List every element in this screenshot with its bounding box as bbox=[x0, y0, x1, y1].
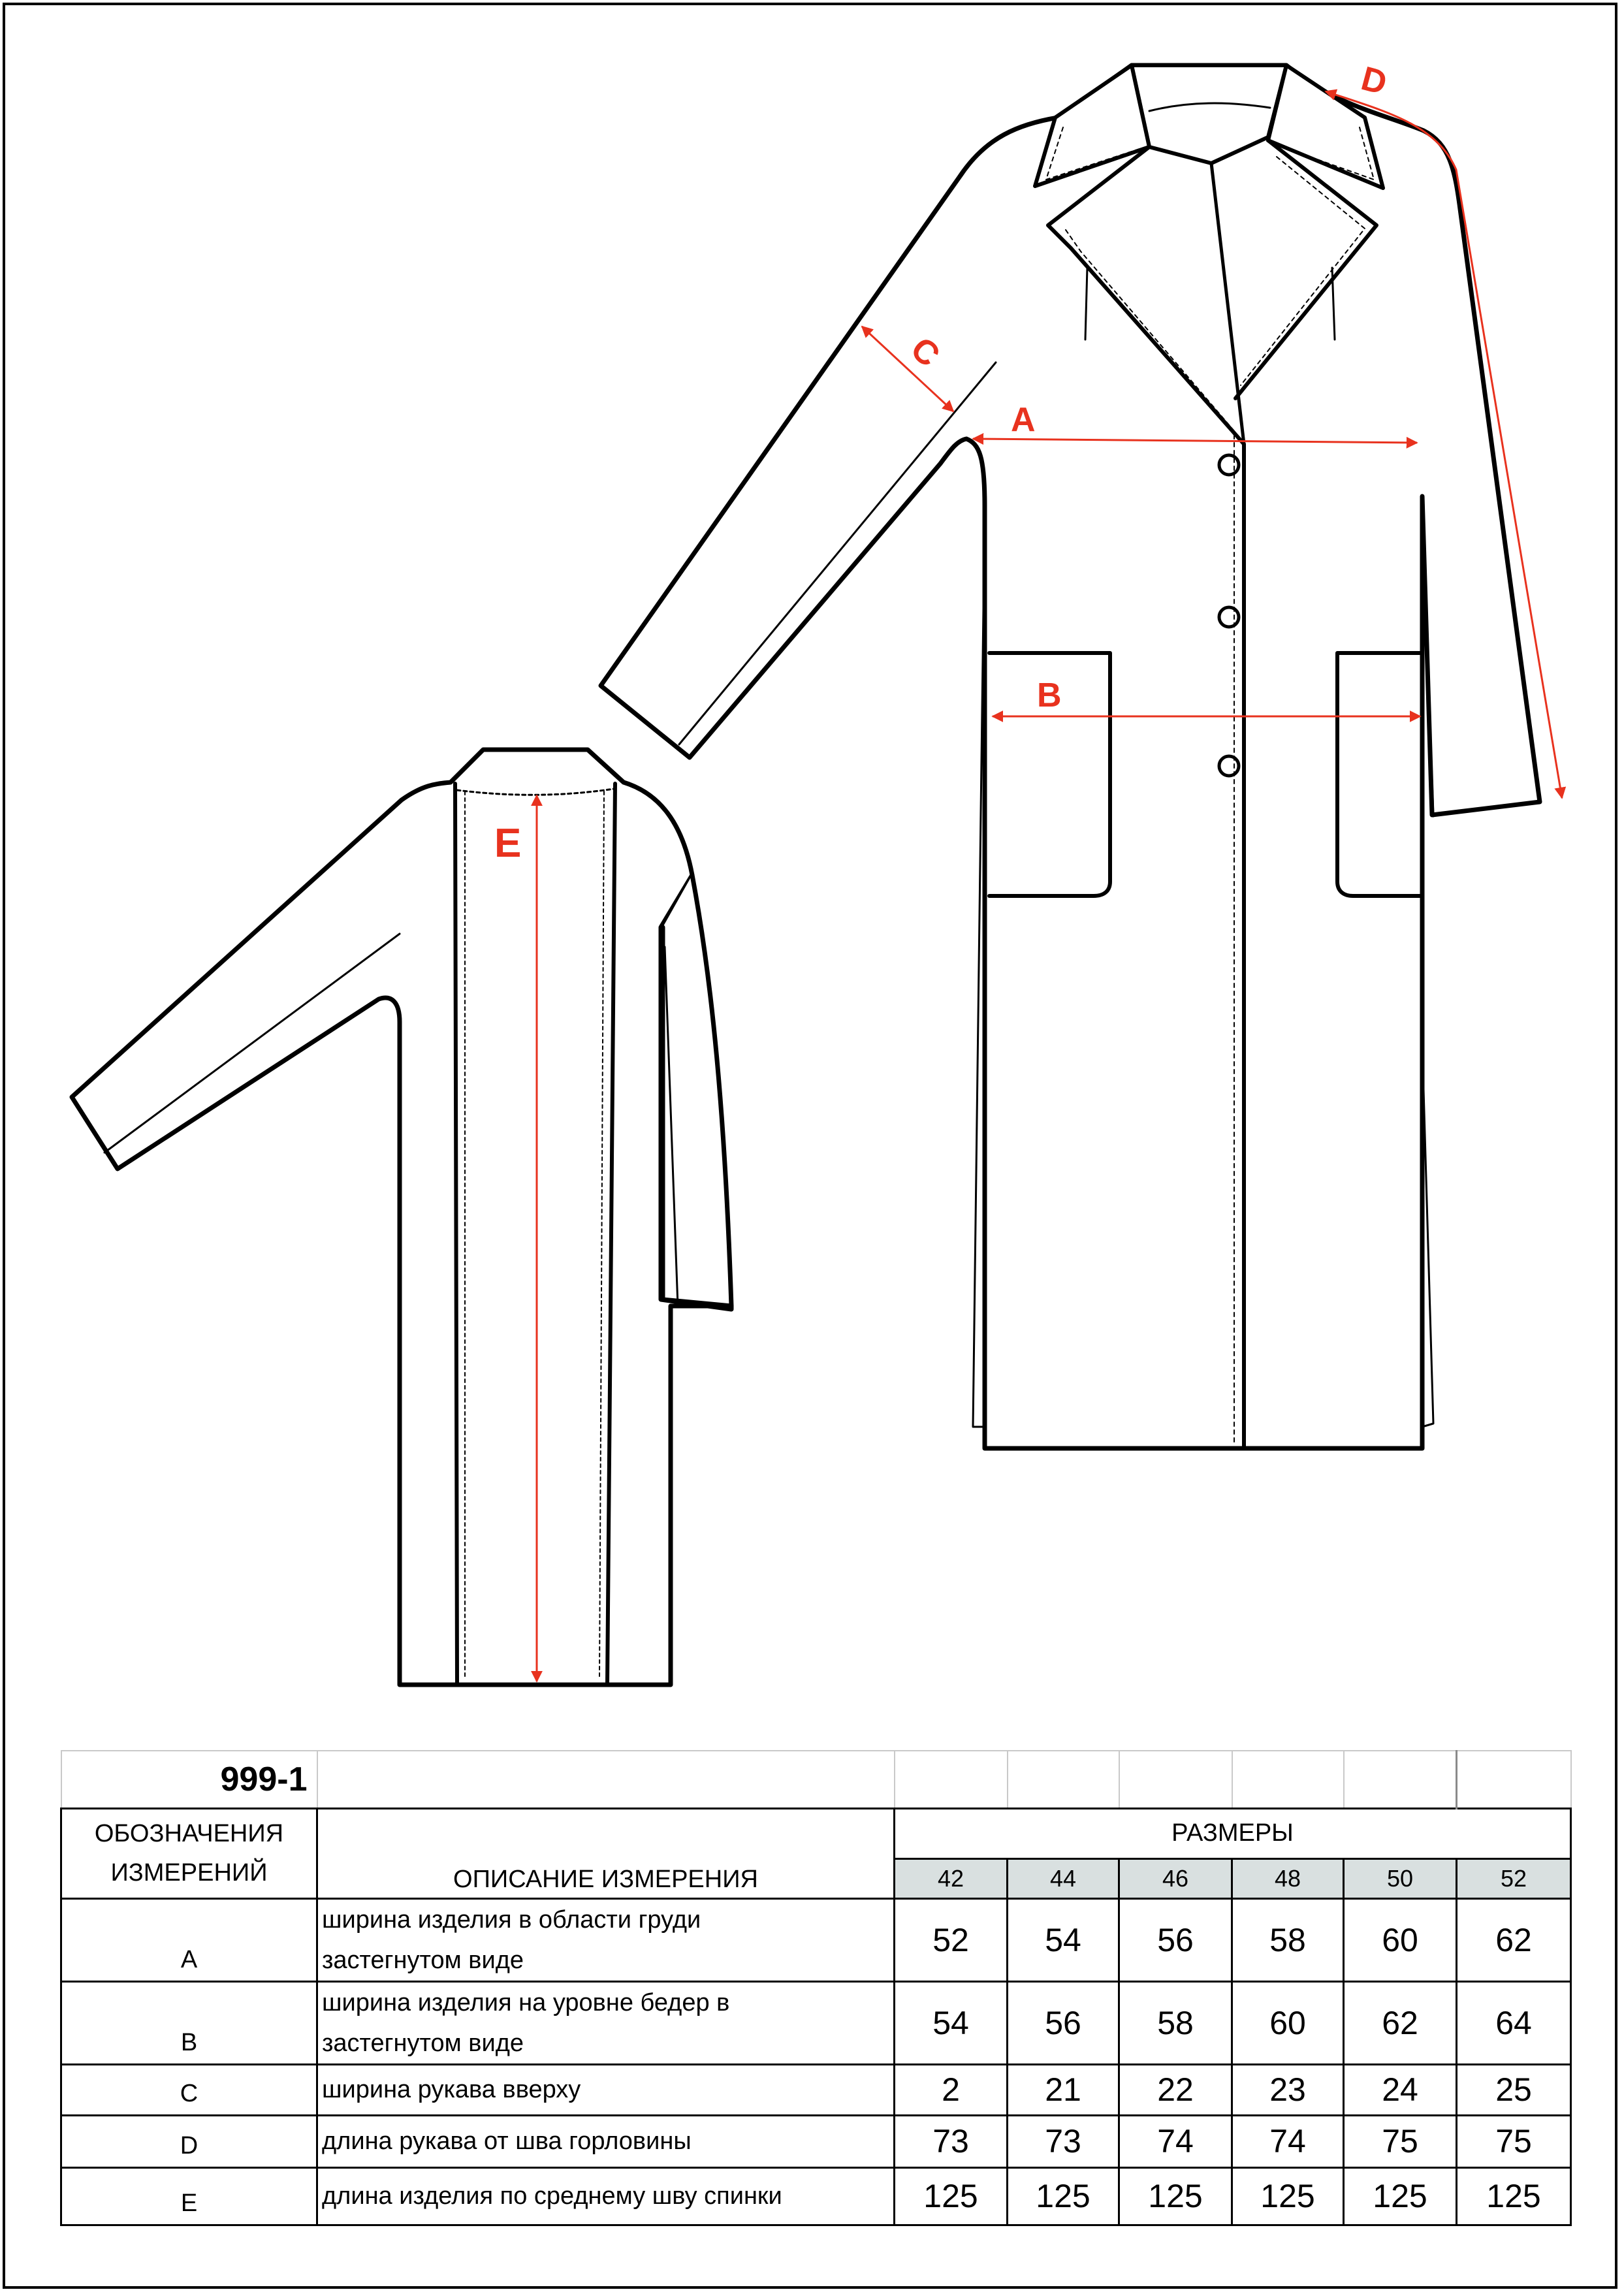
row-description: длина рукава от шва горловины bbox=[317, 2115, 895, 2167]
row-value: 62 bbox=[1457, 1898, 1571, 1981]
row-code: E bbox=[61, 2167, 317, 2225]
designation-header: ОБОЗНАЧЕНИЯ ИЗМЕРЕНИЙ bbox=[61, 1808, 317, 1898]
row-value: 75 bbox=[1344, 2115, 1457, 2167]
size-header: 50 bbox=[1344, 1858, 1457, 1898]
table-row bbox=[61, 2167, 1571, 2225]
model-row bbox=[61, 1751, 1571, 1808]
front-outline bbox=[601, 65, 1540, 1448]
row-value: 125 bbox=[895, 2167, 1008, 2225]
row-code: D bbox=[61, 2115, 317, 2167]
row-code: A bbox=[61, 1898, 317, 1981]
size-header: 42 bbox=[895, 1858, 1008, 1898]
label-e: E bbox=[494, 821, 522, 866]
size-header: 52 bbox=[1457, 1858, 1571, 1898]
label-a: A bbox=[1011, 401, 1036, 439]
row-value: 74 bbox=[1232, 2115, 1344, 2167]
row-value: 22 bbox=[1119, 2064, 1232, 2115]
row-value: 54 bbox=[1008, 1898, 1119, 1981]
row-value: 125 bbox=[1344, 2167, 1457, 2225]
header-row bbox=[61, 1808, 1571, 1858]
table-row bbox=[61, 1898, 1571, 1981]
row-value: 125 bbox=[1232, 2167, 1344, 2225]
size-header: 48 bbox=[1232, 1858, 1344, 1898]
row-value: 60 bbox=[1232, 1981, 1344, 2064]
row-value: 52 bbox=[895, 1898, 1008, 1981]
label-d: D bbox=[1357, 59, 1391, 103]
sizes-header: РАЗМЕРЫ bbox=[895, 1808, 1571, 1858]
row-value: 56 bbox=[1119, 1898, 1232, 1981]
size-chart bbox=[60, 1750, 1572, 2226]
row-description: ширина рукава вверху bbox=[317, 2064, 895, 2115]
row-value: 23 bbox=[1232, 2064, 1344, 2115]
row-description: длина изделия по среднему шву спинки bbox=[317, 2167, 895, 2225]
row-value: 58 bbox=[1232, 1898, 1344, 1981]
row-value: 73 bbox=[1008, 2115, 1119, 2167]
size-header: 46 bbox=[1119, 1858, 1232, 1898]
back-view bbox=[72, 750, 731, 1685]
table-row bbox=[61, 2064, 1571, 2115]
row-value: 73 bbox=[895, 2115, 1008, 2167]
table-row bbox=[61, 2115, 1571, 2167]
row-value: 54 bbox=[895, 1981, 1008, 2064]
row-description: ширина изделия на уровне бедер в застегнутом виде bbox=[317, 1981, 895, 2064]
row-value: 125 bbox=[1457, 2167, 1571, 2225]
row-value: 25 bbox=[1457, 2064, 1571, 2115]
row-value: 56 bbox=[1008, 1981, 1119, 2064]
row-value: 74 bbox=[1119, 2115, 1232, 2167]
table-row bbox=[61, 1981, 1571, 2064]
row-value: 60 bbox=[1344, 1898, 1457, 1981]
row-value: 64 bbox=[1457, 1981, 1571, 2064]
back-outline bbox=[72, 750, 731, 1685]
front-view bbox=[601, 65, 1540, 1448]
size-header: 44 bbox=[1008, 1858, 1119, 1898]
row-value: 75 bbox=[1457, 2115, 1571, 2167]
row-value: 62 bbox=[1344, 1981, 1457, 2064]
row-code: C bbox=[61, 2064, 317, 2115]
description-header: ОПИСАНИЕ ИЗМЕРЕНИЯ bbox=[317, 1808, 895, 1898]
row-value: 58 bbox=[1119, 1981, 1232, 2064]
model-number: 999-1 bbox=[61, 1751, 317, 1808]
row-value: 125 bbox=[1008, 2167, 1119, 2225]
row-value: 21 bbox=[1008, 2064, 1119, 2115]
row-value: 2 bbox=[895, 2064, 1008, 2115]
row-value: 24 bbox=[1344, 2064, 1457, 2115]
label-b: B bbox=[1037, 677, 1062, 714]
label-c: C bbox=[903, 330, 947, 375]
row-value: 125 bbox=[1119, 2167, 1232, 2225]
row-code: B bbox=[61, 1981, 317, 2064]
row-description: ширина изделия в области груди застегнутом виде bbox=[317, 1898, 895, 1981]
